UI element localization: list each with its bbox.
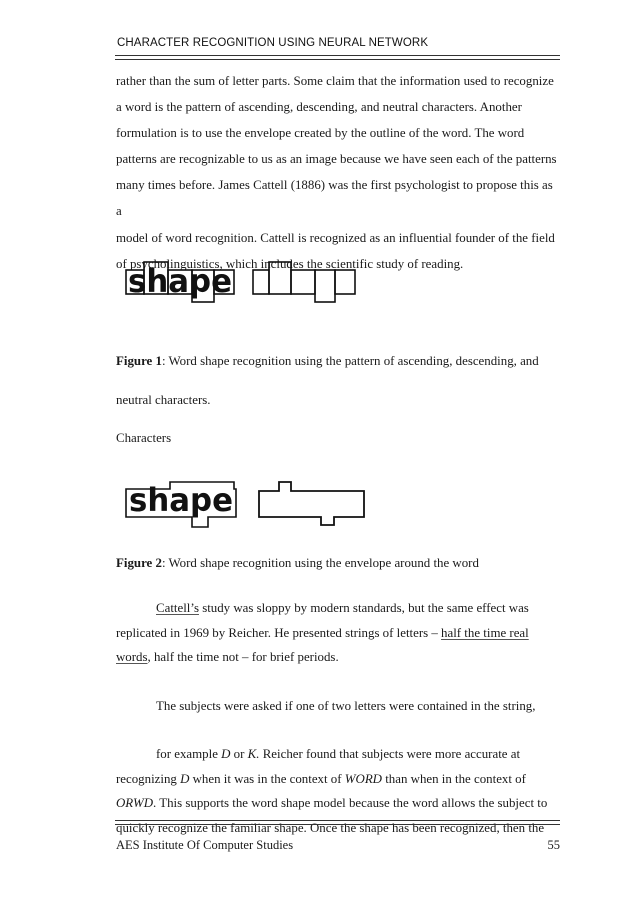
section-heading: Characters: [116, 431, 172, 445]
text-fragment: or: [230, 747, 248, 761]
text-line: formulation is to use the envelope created by the outline of the word. The word: [116, 126, 525, 141]
text-line: a word is the pattern of ascending, descending, and neutral characters. Another: [116, 100, 522, 115]
header-rule: [115, 55, 560, 60]
figure1-caption: [116, 335, 560, 426]
text-line: [116, 621, 560, 646]
text-fragment: replicated in 1969 by Reicher. He presented strings of letters –: [116, 625, 442, 640]
italic-letter: K.: [247, 747, 260, 761]
text-fragment: study was sloppy by modern standards, but the same effect was: [198, 601, 529, 615]
page-number: 55: [547, 838, 560, 852]
text-line: quickly recognize the familiar shape. Once the shape has been recognized, then the: [116, 820, 545, 835]
text-line: patterns are recognizable to us as an image because we have seen each of the patterns: [116, 152, 557, 167]
figure2-word-envelope: [124, 479, 369, 535]
running-header: CHARACTER RECOGNITION USING NEURAL NETWORK: [117, 37, 429, 49]
text-fragment: Reicher found that subjects were more accurate at: [259, 747, 521, 761]
figure2-caption: [116, 556, 560, 571]
paragraph-gap: [116, 670, 560, 694]
footer-rule: [115, 820, 560, 825]
figure2-word: shape: [129, 481, 233, 519]
text-line: [116, 596, 560, 621]
text-fragment: , half the time not – for brief periods.: [147, 650, 339, 664]
figure2-caption-text: : Word shape recognition using the envelope around the word: [161, 556, 479, 570]
figure2-label: Figure 2: [116, 556, 162, 570]
footer-institute: AES Institute Of Computer Studies: [116, 838, 294, 852]
italic-letter: D: [221, 747, 231, 761]
text-line: [116, 767, 560, 792]
text-line: model of word recognition. Cattell is recognized as an influential founder of the field: [116, 230, 555, 245]
text-line: many times before. James Cattell (1886) was the first psychologist to propose this as a: [116, 178, 553, 219]
text-line: [116, 791, 560, 816]
paragraph-word-patterns: [116, 68, 560, 277]
text-fragment: than when in the context of: [382, 771, 526, 786]
paragraph-gap: [116, 718, 560, 742]
text-fragment: when it was in the context of: [189, 771, 345, 786]
words-link[interactable]: words: [116, 650, 148, 664]
text-line: [116, 645, 560, 670]
text-line: rather than the sum of letter parts. Some claim that the information used to recognize: [116, 74, 554, 88]
text-fragment: recognizing: [116, 771, 181, 786]
italic-letter: D: [180, 771, 190, 786]
text-line: of psycholinguistics, which includes the scientific study of reading.: [116, 256, 464, 271]
figure1-caption-line2: neutral characters.: [116, 392, 211, 407]
figure1-caption-text: : Word shape recognition using the pattern of ascending, descending, and: [161, 353, 539, 368]
figure1-word: shape: [128, 262, 232, 300]
italic-word: WORD: [344, 771, 382, 786]
figure1-label: Figure 1: [116, 353, 162, 368]
cattell-link[interactable]: Cattell’s: [156, 601, 199, 615]
text-line: The subjects were asked if one of two letters were contained in the string,: [156, 698, 536, 713]
figure1-word-shape-pattern: [124, 258, 364, 310]
text-fragment: . This supports the word shape model because the word allows the subject to: [153, 796, 548, 810]
half-time-real-link[interactable]: half the time real: [441, 625, 529, 640]
paragraph-reicher: [116, 596, 560, 840]
text-line: [116, 742, 560, 767]
page-footer: [116, 838, 560, 853]
text-fragment: for example: [156, 747, 222, 761]
italic-word: ORWD: [116, 796, 153, 810]
